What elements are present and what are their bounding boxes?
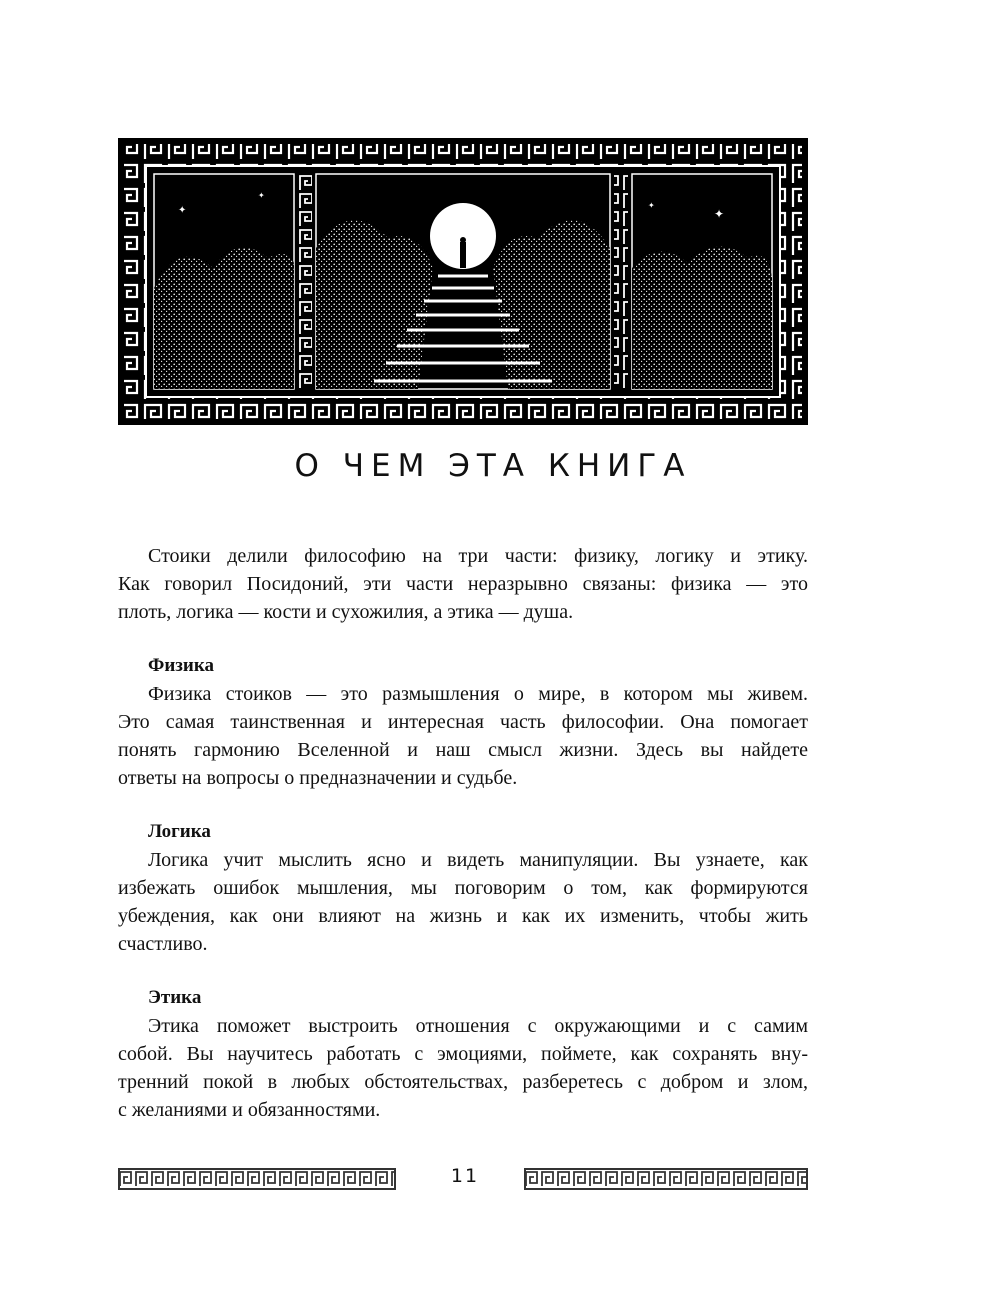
text-line: Это самая таинственная и интересная часть философии. Она помогает xyxy=(118,711,808,733)
svg-text:✦: ✦ xyxy=(648,201,655,210)
text-line: избежать ошибок мышления, мы поговорим о том, как формируются xyxy=(118,877,808,899)
section-heading: Этика xyxy=(148,987,202,1008)
text-line: убеждения, как они влияют на жизнь и как их изменить, чтобы жить xyxy=(118,905,808,927)
text-line: Как говорил Посидоний, эти части неразрывно связаны: физика — это xyxy=(118,573,808,595)
text-line: Логика учит мыслить ясно и видеть манипуляции. Вы узнаете, как xyxy=(148,849,808,871)
right-panel xyxy=(632,174,772,389)
text-line: Стоики делили философию на три части: физику, логику и этику. xyxy=(148,545,808,567)
section-heading: Физика xyxy=(148,655,215,676)
chapter-illustration xyxy=(118,138,808,425)
section-physics xyxy=(118,652,808,792)
text-line: Физика стоиков — это размышления о мире, в котором мы живем. xyxy=(148,683,808,705)
svg-text:✦: ✦ xyxy=(714,207,725,221)
intro-paragraph xyxy=(118,542,808,626)
svg-text:✦: ✦ xyxy=(178,205,187,216)
section-ethics xyxy=(118,984,808,1124)
chapter-title: О ЧЕМ ЭТА КНИГА xyxy=(294,448,692,484)
text-line: Этика поможет выстроить отношения с окружающими и с самим xyxy=(148,1015,808,1037)
greek-key-ornament-left xyxy=(118,1168,396,1190)
middle-panel xyxy=(316,174,610,389)
text-line: понять гармонию Вселенной и наш смысл жизни. Здесь вы найдете xyxy=(118,739,808,761)
page-number: 11 xyxy=(450,1165,480,1187)
left-panel xyxy=(154,174,294,389)
greek-key-ornament-right xyxy=(524,1168,808,1190)
section-heading: Логика xyxy=(148,821,211,842)
section-logic xyxy=(118,818,808,958)
text-line: плоть, логика — кости и сухожилия, а этика — душа. xyxy=(118,601,574,623)
svg-text:✦: ✦ xyxy=(258,191,265,200)
text-line: ответы на вопросы о предназначении и судьбе. xyxy=(118,767,518,789)
text-line: собой. Вы научитесь работать с эмоциями, поймете, как сохранять вну- xyxy=(118,1043,808,1065)
text-line: счастливо. xyxy=(118,933,208,955)
text-line: тренний покой в любых обстоятельствах, разберетесь с добром и злом, xyxy=(118,1071,808,1093)
text-line: с желаниями и обязанностями. xyxy=(118,1099,381,1121)
